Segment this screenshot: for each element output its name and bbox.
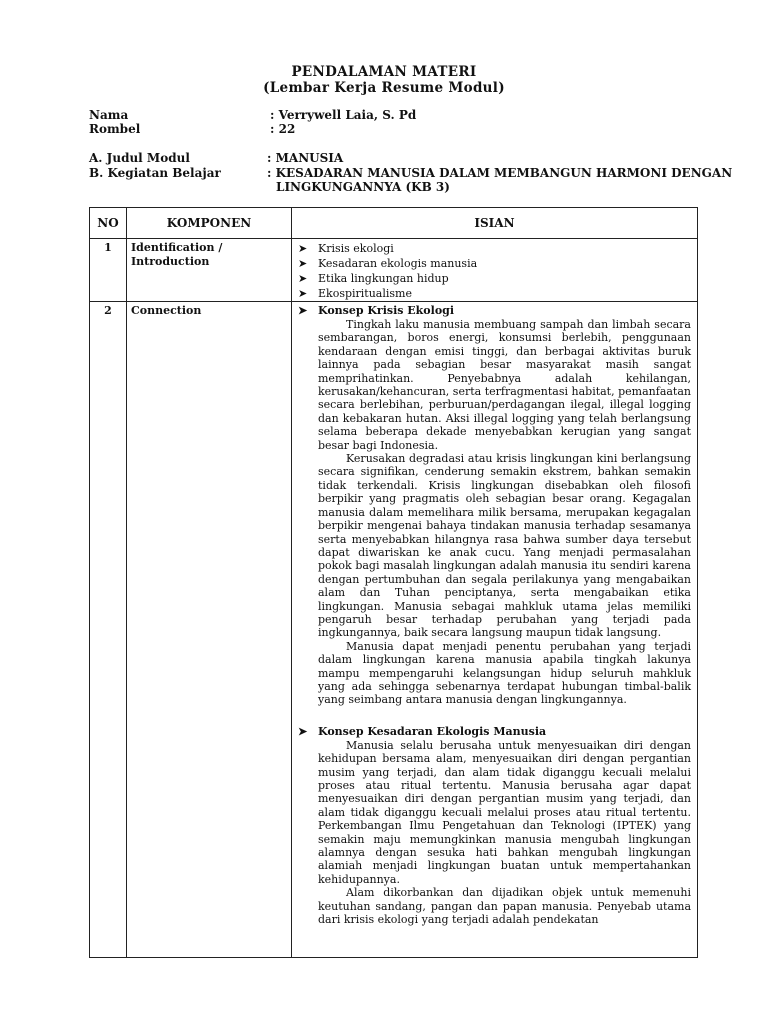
header-komponen: KOMPONEN [127,208,292,239]
judul-modul-value: : MANUSIA [267,151,344,165]
header-no: NO [90,208,127,239]
arrow-bullet-icon: ➤ [298,257,308,270]
header-isian: ISIAN [292,208,698,239]
row-isian [292,239,698,302]
table-row [90,239,698,302]
arrow-bullet-icon: ➤ [298,242,308,255]
paragraph: Manusia dapat menjadi penentu perubahan yang terjadi dalam lingkungan karena manusia apabila tingkah lakunya mampu mempengaruhi kelangsungan hidup seluruh mahkluk yang ada sehingga sebenarnya terdapat hubungan timbal-balik yang seimbang antara manusia dengan lingkungannya. [318,639,691,707]
list-item: ➤ Ekospiritualisme [298,287,412,300]
section-heading: ➤ Konsep Krisis Ekologi [298,304,455,317]
page-subtitle: (Lembar Kerja Resume Modul) [263,80,505,96]
section-heading: ➤ Konsep Kesadaran Ekologis Manusia [298,724,547,738]
nama-value: : Verrywell Laia, S. Pd [270,108,417,122]
judul-modul-label: A. Judul Modul [89,151,190,165]
kegiatan-belajar-value: : KESADARAN MANUSIA DALAM MEMBANGUN HARMONI DENGAN [267,166,733,180]
rombel-value: : 22 [270,122,296,136]
rombel-label: Rombel [89,122,141,136]
row-komponen: Identification / Introduction [127,239,292,302]
arrow-bullet-icon: ➤ [298,272,308,285]
row-number: 1 [90,239,127,302]
table-header-row [90,208,698,239]
connection-content [292,302,697,926]
page-title: PENDALAMAN MATERI [291,64,477,80]
list-item: ➤ Kesadaran ekologis manusia [298,257,478,270]
resume-table [89,207,698,958]
paragraph: Kerusakan degradasi atau krisis lingkungan kini berlangsung secara signifikan, cenderung semakin ekstrem, bahkan semakin tidak terkendali. Krisis lingkungan disebabkan oleh filosofi berpikir yang pragmatis oleh sebagian besar orang. Kegagalan manusia dalam memelihara milik bersama, merupakan kegagalan berpikir mengenai bahaya tindakan manusia terhadap sesamanya serta menyebabkan hilangnya rasa bahwa sumber daya tersebut dapat diwariskan ke anak cucu. Yang menjadi permasalahan pokok bagi masalah lingkungan adalah manusia itu sendiri karena dengan pertumbuhan dan segala perilakunya yang mengabaikan alam dan Tuhan penciptanya, serta mengabaikan etika lingkungan. Manusia sebagai mahkluk utama jelas memiliki pengaruh besar terhadap perubahan yang terjadi pada ingkungannya, baik secara langsung maupun tidak langsung. [318,452,691,640]
arrow-bullet-icon: ➤ [298,287,308,300]
arrow-bullet-icon: ➤ [298,304,308,317]
kegiatan-belajar-label: B. Kegiatan Belajar [89,166,221,180]
row-komponen: Connection [127,302,292,958]
row-number: 2 [90,302,127,958]
list-item: ➤ Krisis ekologi [298,242,394,255]
arrow-bullet-icon: ➤ [298,724,308,738]
paragraph: Tingkah laku manusia membuang sampah dan limbah secara sembarangan, boros energi, konsumsi berlebih, penggunaan kendaraan dengan emisi tinggi, dan berbagai aktivitas buruk lainnya pada sebagian besar masyarakat masih sangat memprihatinkan. Penyebabnya adalah kehilangan, kerusakan/kehancuran, serta terfragmentasi habitat, pemanfaatan secara berlebihan, perburuan/perdagangan ilegal, illegal logging dan kebakaran hutan. Aksi illegal logging yang telah berlangsung selama beberapa dekade menyebabkan kerugian yang sangat besar bagi Indonesia. [318,318,691,452]
paragraph: Manusia selalu berusaha untuk menyesuaikan diri dengan kehidupan bersama alam, menyesuaikan diri dengan pergantian musim yang terjadi, dan alam tidak diganggu kecuali melalui proses atau ritual tertentu. Manusia berusaha agar dapat menyesuaikan diri dengan pergantian musim yang terjadi, dan alam tidak diganggu kecuali melalui proses atau ritual tertentu. Perkembangan Ilmu Pengetahuan dan Teknologi (IPTEK) yang semakin maju memungkinkan manusia mengubah lingkungan alamnya dengan sesuka hati bahkan mengubah lingkungan alamiah menjadi lingkungan buatan untuk mempertahankan kehidupannya. [318,738,691,886]
list-item: ➤ Etika lingkungan hidup [298,272,449,285]
row-isian [292,302,698,958]
table-row [90,302,698,958]
kegiatan-belajar-value-cont: LINGKUNGANNYA (KB 3) [276,180,450,194]
topic-list [292,239,697,301]
nama-label: Nama [89,108,129,122]
paragraph: Alam dikorbankan dan dijadikan objek untuk memenuhi keutuhan sandang, pangan dan papan manusia. Penyebab utama dari krisis ekologi yang terjadi adalah pendekatan [318,886,691,927]
